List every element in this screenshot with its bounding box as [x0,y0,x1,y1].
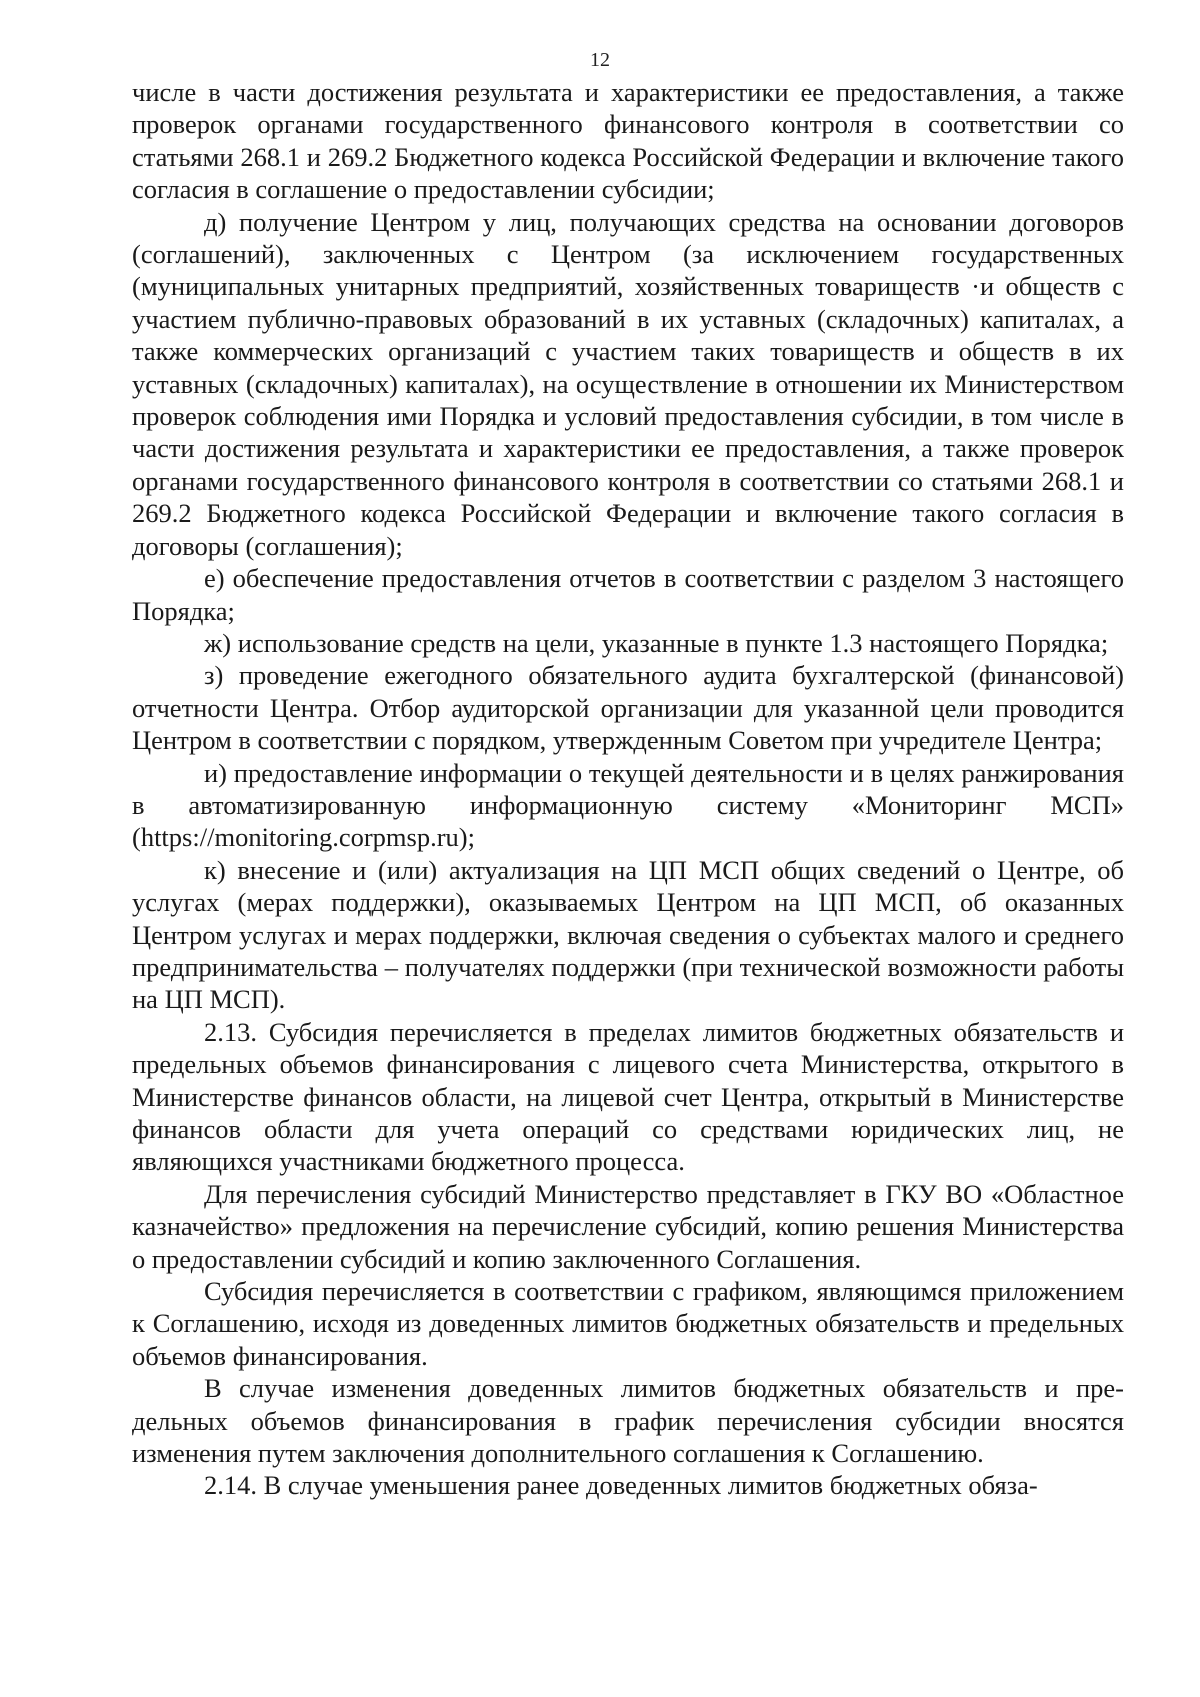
paragraph: Субсидия перечисляется в соответствии с графиком, являющимся приложением к Соглашению, исходя из доведенных лимитов бюджетных обязательств и предельных объемов финансирования. [132,1276,1124,1371]
page-number: 12 [590,49,610,71]
paragraph: 2.13. Субсидия перечисляется в пределах лимитов бюджетных обязательств и предельных объемов финансирования с лицевого счета Министерства, открытого в Министерстве финансов области, на лицевой счет Центра, открытый в Министерстве финансов области для учета операций со средствами юридических лиц, не являющихся участниками бюджетного процесса. [132,1016,1124,1177]
paragraph: В случае изменения доведенных лимитов бюджетных обязательств и предельных объемов финансирования в график перечисления субсидии вносятся изменения путем заключения дополнительного соглашения к Соглашению. [132,1373,1124,1469]
paragraph: д) получение Центром у лиц, получающих средства на основании договоров (соглашений), заключенных с Центром (за исключением государственных (муниципальных унитарных предприятий, хозяйственных товариществ ·и обществ с участием публично-правовых образований в их уставных (складочных) капиталах, а также коммерческих организаций с участием таких товариществ и обществ в их уставных (складочных) капиталах), на осуществление в отношении их Министерством проверок соблюдения ими Порядка и условий предоставления субсидии, в том числе в части достижения результата и характеристики ее предоставления, а также проверок органами государственного финансового контроля в соответствии со статьями 268.1 и 269.2 Бюджетного кодекса Российской Федерации и включение такого согласия в договоры (соглашения); [132,206,1124,561]
document-body [132,76,1124,1502]
paragraph: Для перечисления субсидий Министерство представляет в ГКУ ВО «Областное казначейство» предложения на перечисление субсидий, копию решения Министерства о предоставлении субсидий и копию заключенного Соглашения. [132,1178,1124,1274]
paragraph: к) внесение и (или) актуализация на ЦП МСП общих сведений о Центре, об услугах (мерах поддержки), оказываемых Центром на ЦП МСП, об оказанных Центром услугах и мерах поддержки, включая сведения о субъектах малого и среднего предпринимательства – получателях поддержки (при технической возможности работы на ЦП МСП). [132,854,1124,1015]
paragraph: и) предоставление информации о текущей деятельности и в целях ранжирования в автоматизированную информационную систему «Мониторинг МСП» (https://monitoring.corpmsp.ru); [132,757,1124,853]
paragraph: числе в части достижения результата и характеристики ее предоставления, а также проверок органами государственного финансового контроля в соответствии со статьями 268.1 и 269.2 Бюджетного кодекса Российской Федерации и включение такого согласия в соглашение о предоставлении субсидии; [132,77,1124,205]
paragraph: 2.14. В случае уменьшения ранее доведенных лимитов бюджетных обяза- [204,1470,1038,1501]
paragraph: ж) использование средств на цели, указанные в пункте 1.3 настоящего Порядка; [204,627,1109,658]
paragraph: е) обеспечение предоставления отчетов в соответствии с разделом 3 настоящего Порядка; [132,563,1124,626]
paragraph: з) проведение ежегодного обязательного аудита бухгалтерской (финансовой) отчетности Центра. Отбор аудиторской организации для указанной цели проводится Центром в соответствии с порядком, утвержденным Советом при учредителе Центра; [132,660,1124,756]
